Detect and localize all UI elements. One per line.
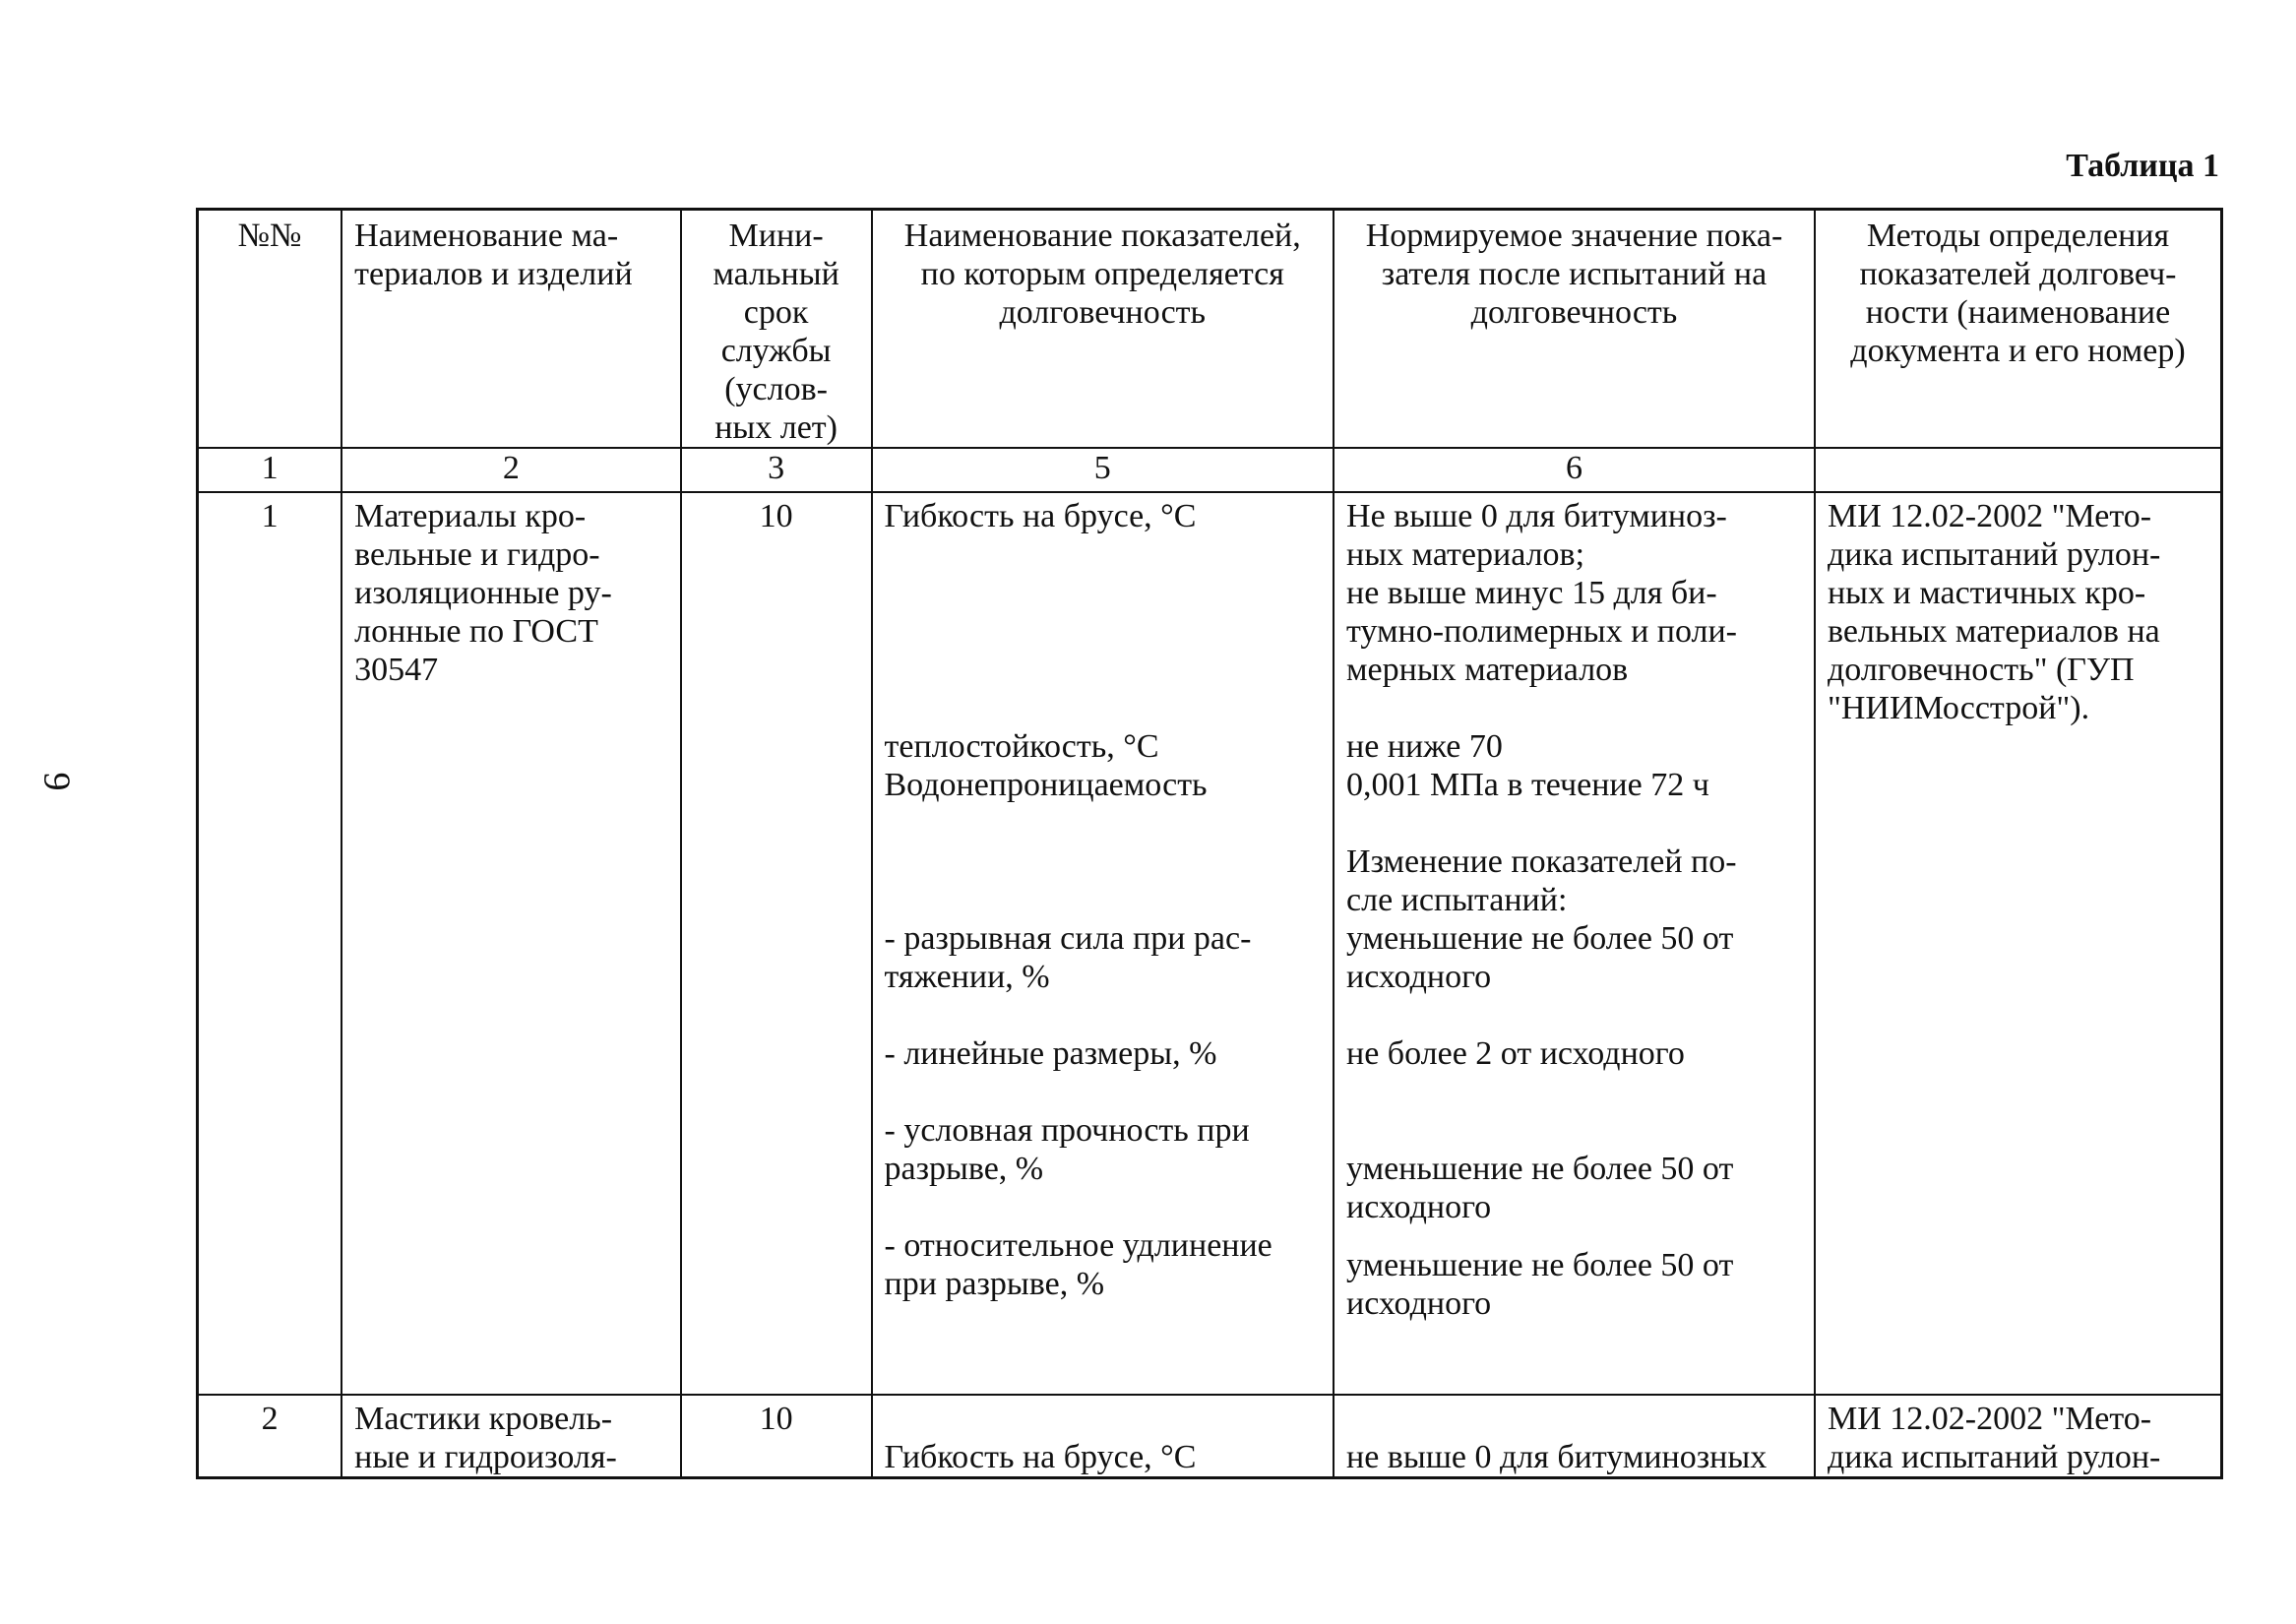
column-number: 2 xyxy=(341,448,681,492)
indicator: Гибкость на брусе, °С xyxy=(884,498,1197,534)
column-number: 6 xyxy=(1334,448,1815,492)
norm-value: уменьшение не более 50 от исходного xyxy=(1346,1247,1734,1322)
indicator: теплостойкость, °С xyxy=(884,728,1159,765)
service-life: 10 xyxy=(681,1395,872,1478)
norm-value: Не выше 0 для битуминоз- ных материалов; не выше минус 15 для би- тумно-полимерных и поли- мерных материалов xyxy=(1346,498,1737,688)
row-number: 1 xyxy=(198,492,342,1395)
header-cell: Наименование показателей, по которым определяется долговечность xyxy=(872,210,1334,449)
column-number xyxy=(1815,448,2222,492)
header-cell: №№ xyxy=(198,210,342,449)
norm-value: 0,001 МПа в течение 72 ч xyxy=(1346,767,1709,803)
norm-value: не выше 0 для битуминозных xyxy=(1346,1439,1768,1475)
values-cell xyxy=(1334,1395,1815,1478)
row-number: 2 xyxy=(198,1395,342,1478)
indicator: Водонепроницаемость xyxy=(884,767,1208,803)
norm-value: уменьшение не более 50 от исходного xyxy=(1346,920,1734,995)
norm-value: уменьшение не более 50 от исходного xyxy=(1346,1151,1734,1225)
values-cell xyxy=(1334,492,1815,1395)
indicator: Гибкость на брусе, °С xyxy=(884,1439,1197,1475)
indicators-cell xyxy=(872,492,1334,1395)
material-name: Мастики кровель- ные и гидроизоля- xyxy=(341,1395,681,1478)
service-life: 10 xyxy=(681,492,872,1395)
header-cell: Методы определения показателей долговеч- ности (наименование документа и его номер) xyxy=(1815,210,2222,449)
page-number: 9 xyxy=(35,772,78,791)
table-row xyxy=(198,1395,2222,1478)
durability-table xyxy=(196,208,2223,1479)
column-number: 3 xyxy=(681,448,872,492)
method-cell: МИ 12.02-2002 "Мето- дика испытаний рулон- ных и мастичных кро- вельных материалов на долговечность" (ГУП "НИИМосстрой"). xyxy=(1815,492,2222,1395)
norm-value: не ниже 70 xyxy=(1346,728,1503,765)
material-name: Материалы кро- вельные и гидро- изоляционные ру- лонные по ГОСТ 30547 xyxy=(341,492,681,1395)
norm-value: Изменение показателей по- сле испытаний: xyxy=(1346,843,1737,918)
norm-value: не более 2 от исходного xyxy=(1346,1035,1685,1072)
header-cell: Наименование ма- териалов и изделий xyxy=(341,210,681,449)
header-cell: Нормируемое значение пока- зателя после испытаний на долговечность xyxy=(1334,210,1815,449)
header-cell: Мини- мальный срок службы (услов- ных лет) xyxy=(681,210,872,449)
indicator: - условная прочность при разрыве, % xyxy=(884,1112,1250,1187)
table-row xyxy=(198,492,2222,1395)
column-number: 5 xyxy=(872,448,1334,492)
header-row xyxy=(198,210,2222,449)
indicator: - разрывная сила при рас- тяжении, % xyxy=(884,920,1252,995)
method-cell: МИ 12.02-2002 "Мето- дика испытаний рулон- xyxy=(1815,1395,2222,1478)
column-number-row xyxy=(198,448,2222,492)
indicator: - относительное удлинение при разрыве, % xyxy=(884,1227,1272,1302)
column-number: 1 xyxy=(198,448,342,492)
table-caption: Таблица 1 xyxy=(2066,148,2219,184)
indicators-cell xyxy=(872,1395,1334,1478)
indicator: - линейные размеры, % xyxy=(884,1035,1217,1072)
